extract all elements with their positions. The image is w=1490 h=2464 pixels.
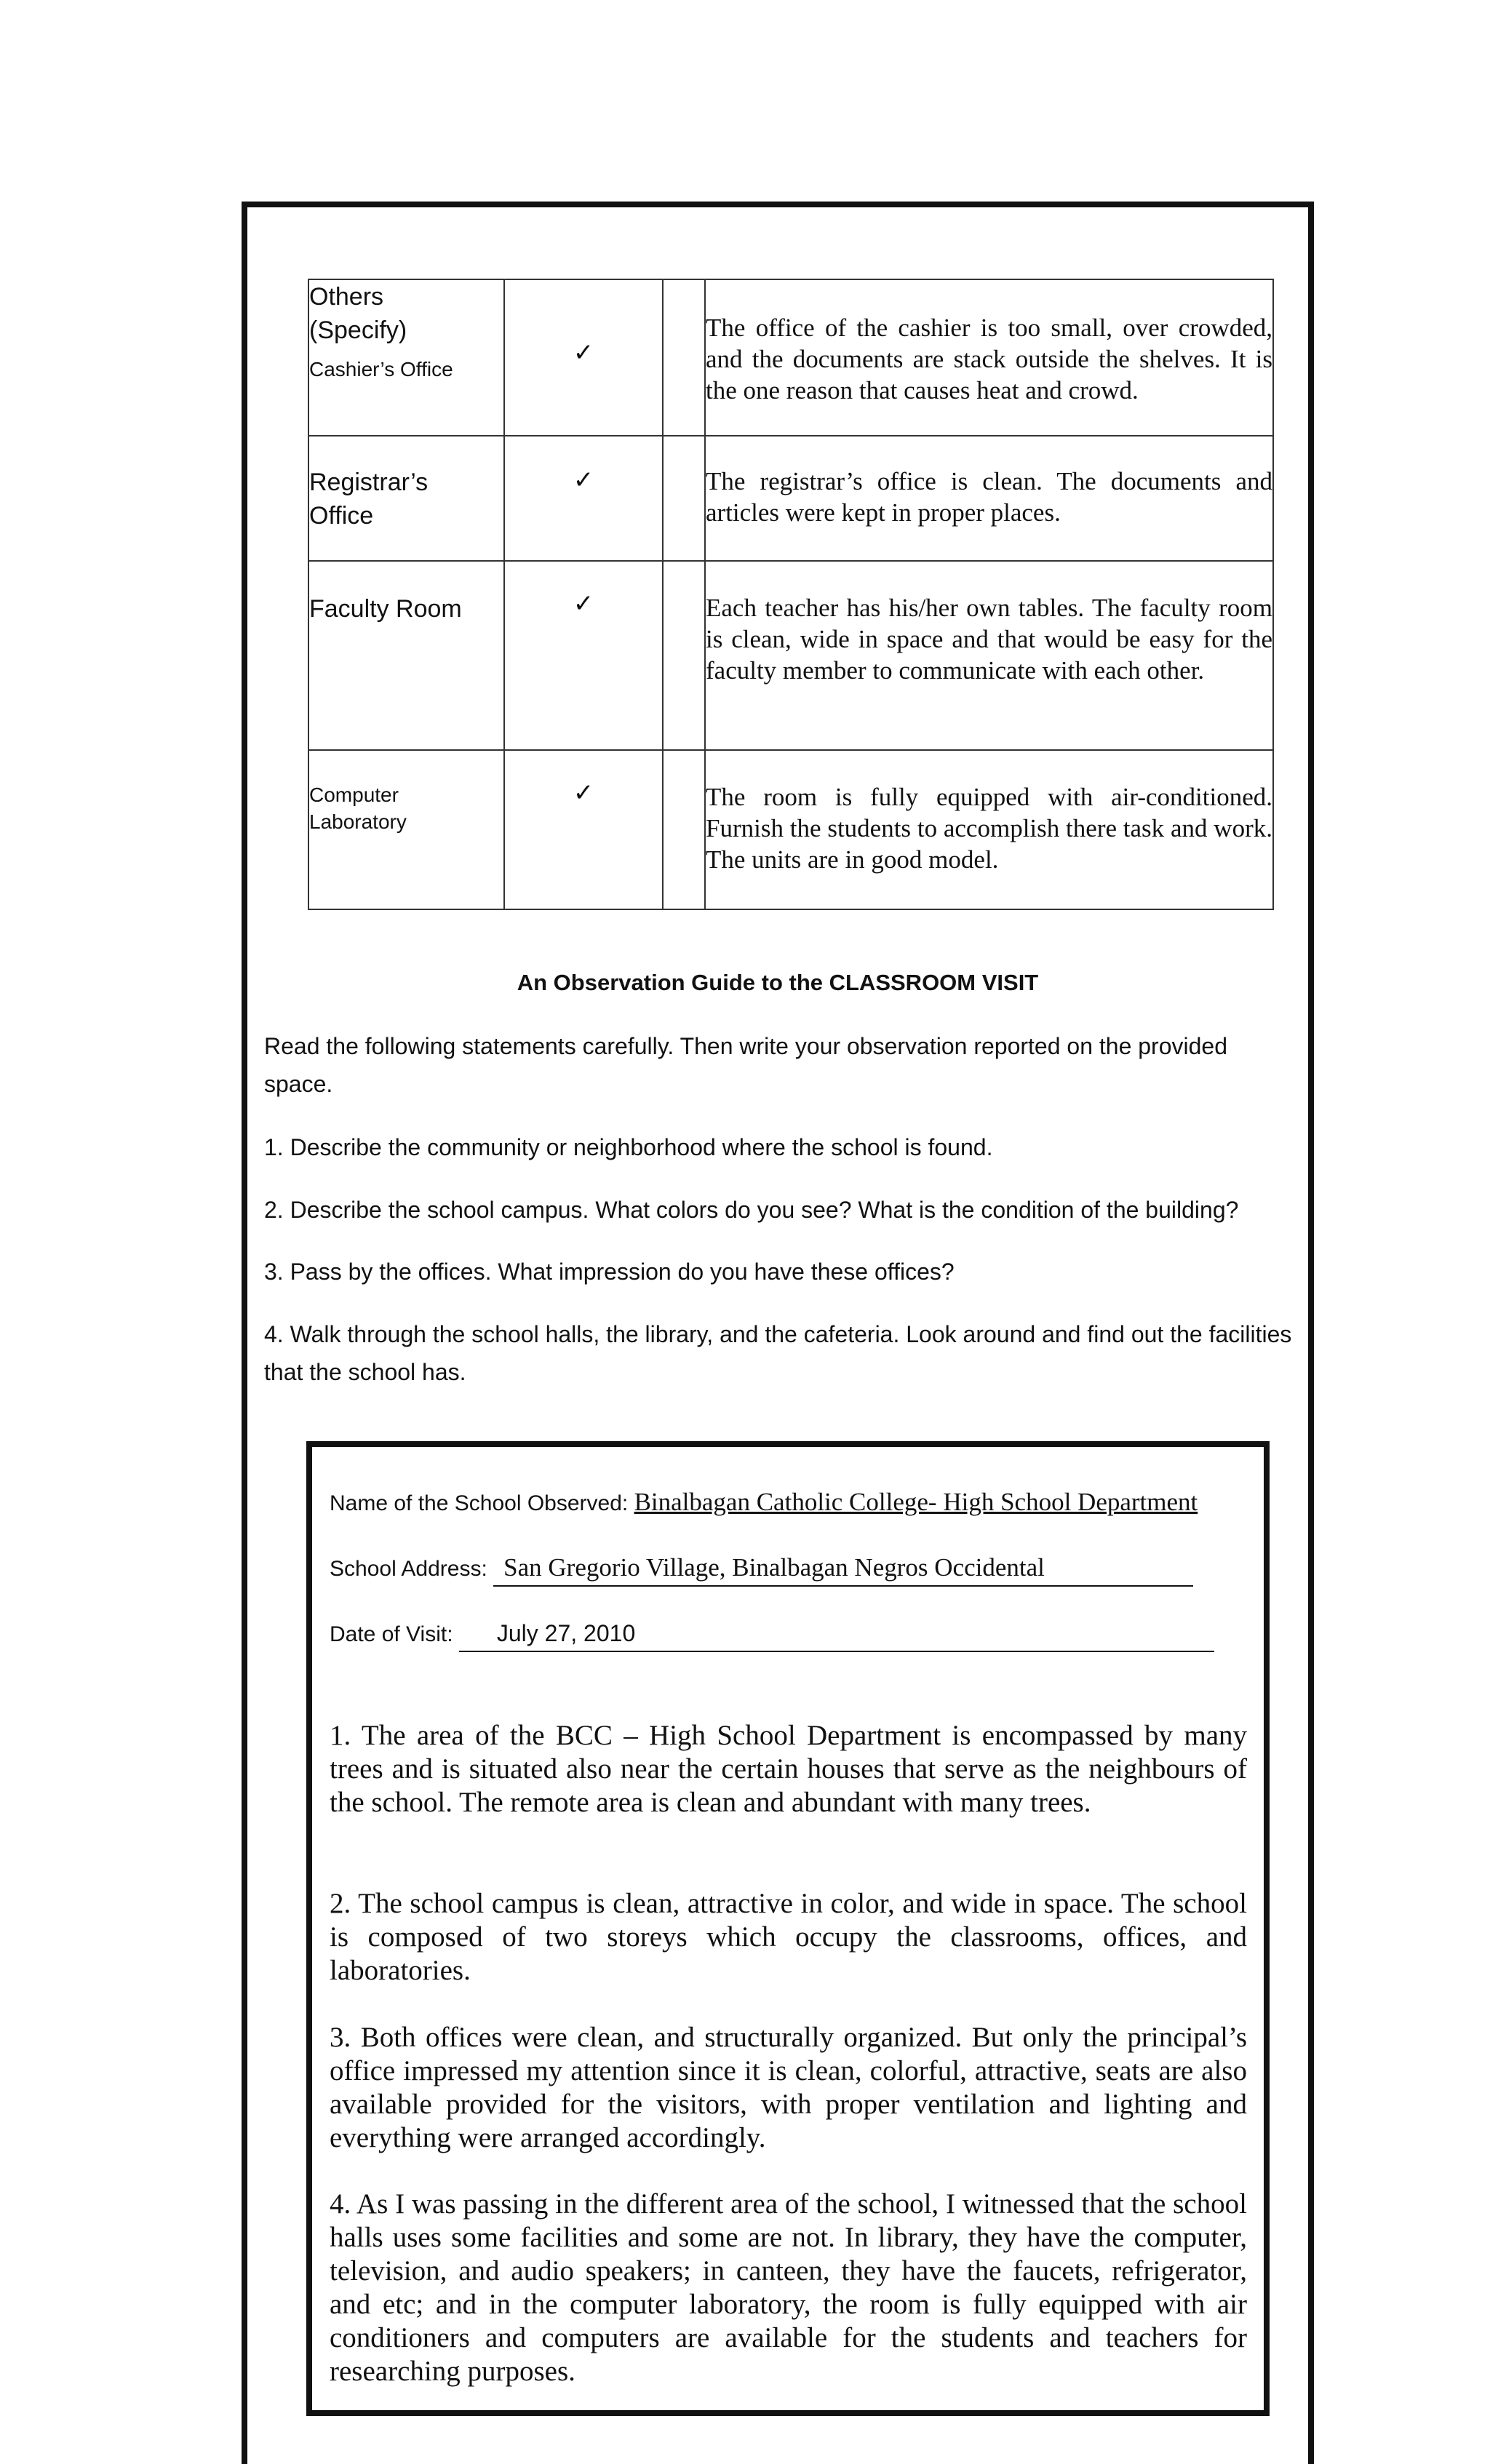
guide-question-4: 4. Walk through the school halls, the library, and the cafeteria. Look around and find out the facilities that the school has. (264, 1321, 1292, 1385)
area-cell (308, 561, 504, 750)
school-address-value: San Gregorio Village, Binalbagan Negros Occidental (503, 1553, 1045, 1582)
school-address-label: School Address: (330, 1557, 487, 1581)
answer-4: 4. As I was passing in the different area of the school, I witnessed that the school halls uses some facilities and some are not. In library, they have the computer, television, and audio speakers; in canteen, they have the faucets, refrigerator, and etc; and in the computer laboratory, the room is fully equipped with air conditioners and computers are available for the students and teachers for researching purposes. (330, 2188, 1247, 2387)
empty-cell (663, 750, 705, 909)
area-label: Faculty Room (309, 595, 462, 623)
answer-1: 1. The area of the BCC – High School Department is encompassed by many trees and is situated also near the certain houses that serve as the neighbours of the school. The remote area is clean and abundant with many trees. (330, 1720, 1247, 1818)
checkmark-icon: ✓ (573, 778, 594, 808)
empty-cell (663, 436, 705, 561)
check-cell (504, 750, 663, 909)
table-row (308, 561, 1273, 750)
guide-title: An Observation Guide to the CLASSROOM VISIT (517, 970, 1039, 995)
area-cell (308, 750, 504, 909)
remark-text: The office of the cashier is too small, over crowded, and the documents are stack outside the shelves. It is the one reason that causes heat and crowd. (706, 314, 1272, 404)
checkmark-icon: ✓ (573, 338, 594, 367)
school-address-field (330, 1552, 1193, 1587)
table-row (308, 750, 1273, 909)
empty-cell (663, 561, 705, 750)
checkmark-icon: ✓ (573, 589, 594, 618)
checkmark-icon: ✓ (573, 466, 594, 495)
check-cell (504, 436, 663, 561)
remark-text: Each teacher has his/her own tables. The faculty room is clean, wide in space and that would be easy for the faculty member to communicate with each other. (706, 594, 1272, 685)
school-address-underline (493, 1552, 1193, 1587)
empty-cell (663, 279, 705, 436)
facilities-table (308, 279, 1274, 910)
check-cell (504, 279, 663, 436)
visit-date-field (330, 1617, 1214, 1652)
school-name-field (330, 1486, 1198, 1520)
area-cell (308, 279, 504, 436)
area-sublabel: Cashier’s Office (309, 358, 453, 380)
guide-question-2: 2. Describe the school campus. What colors do you see? What is the condition of the building? (264, 1197, 1239, 1223)
remark-cell (705, 750, 1273, 909)
visit-date-label: Date of Visit: (330, 1622, 453, 1646)
area-label: Registrar’s Office (309, 469, 429, 530)
guide-question-1: 1. Describe the community or neighborhood where the school is found. (264, 1134, 993, 1160)
visit-date-value: July 27, 2010 (496, 1620, 636, 1646)
remark-cell (705, 279, 1273, 436)
area-cell (308, 436, 504, 561)
school-name-value: Binalbagan Catholic College- High School Department (634, 1488, 1198, 1516)
area-label: Computer Laboratory (309, 784, 407, 833)
remark-cell (705, 436, 1273, 561)
remark-text: The registrar’s office is clean. The documents and articles were kept in proper places. (706, 467, 1272, 527)
table-row (308, 279, 1273, 436)
remark-cell (705, 561, 1273, 750)
guide-instruction: Read the following statements carefully. Then write your observation reported on the provided space. (264, 1033, 1227, 1097)
table-row (308, 436, 1273, 561)
guide-question-3: 3. Pass by the offices. What impression do you have these offices? (264, 1259, 955, 1285)
visit-date-underline (459, 1617, 1214, 1652)
answer-3: 3. Both offices were clean, and structurally organized. But only the principal’s office impressed my attention since it is clean, colorful, attractive, seats are also available provided for the visitors, with proper ventilation and lighting and everything were arranged accordingly. (330, 2022, 1247, 2153)
area-label: Others (Specify) (309, 283, 407, 344)
answer-2: 2. The school campus is clean, attractive in color, and wide in space. The school is composed of two storeys which occupy the classrooms, offices, and laboratories. (330, 1888, 1247, 1986)
check-cell (504, 561, 663, 750)
remark-text: The room is fully equipped with air-conditioned. Furnish the students to accomplish there task and work. The units are in good model. (706, 783, 1272, 874)
school-name-label: Name of the School Observed: (330, 1491, 629, 1515)
